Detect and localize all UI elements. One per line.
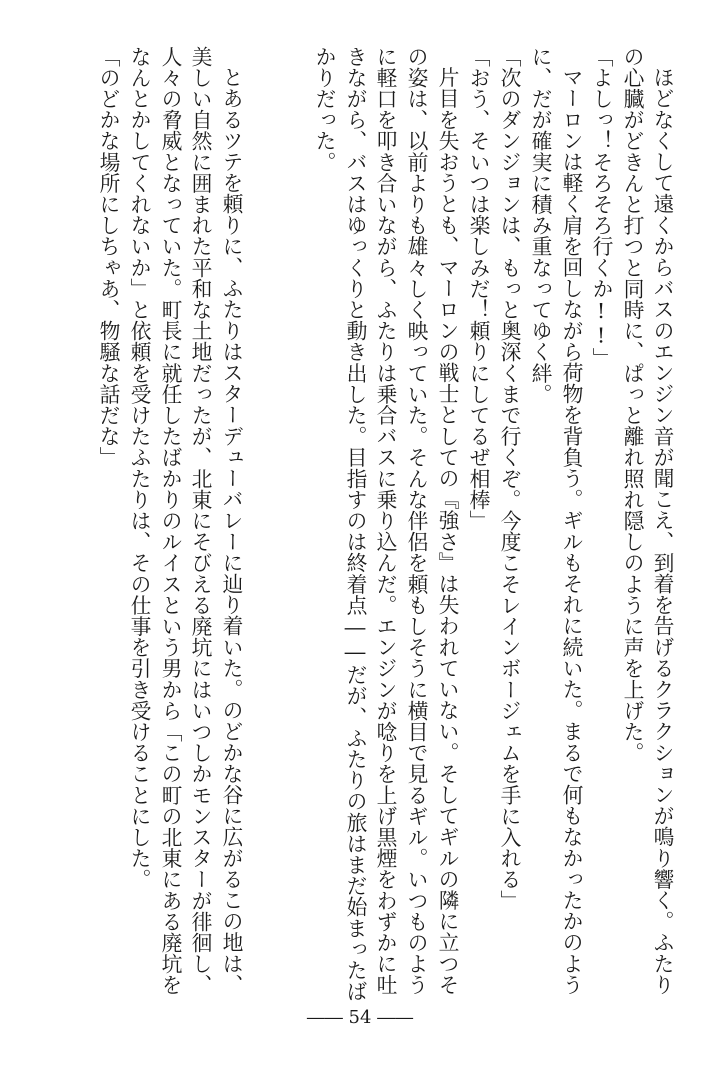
text-column-3: 「よしっ！そろそろ行くか!!」 [589, 46, 613, 369]
text-column-16: 美しい自然に囲まれた平和な土地だったが、北東にそびえる廃坑にはいつしかモンスターが徘徊し、 [188, 46, 212, 996]
text-column-17: 人々の脅威となっていた。町長に就任したばかりのルイスという男から「この町の北東にある廃坑を [158, 46, 182, 996]
page-number: ―― 54 ―― [306, 1007, 414, 1028]
text-column-7: 「おう、そいつは楽しみだ！頼りにしてるぜ相棒」 [466, 46, 490, 532]
text-column-12: かりだった。 [312, 46, 336, 173]
text-column-8: 片目を失おうとも、マーロンの戦士としての『強さ』は失われていない。そしてギルの隣に立つそ [435, 66, 459, 996]
text-column-10: に軽口を叩き合いながら、ふたりは乗合バスに乗り込んだ。エンジンが唸りを上げ黒煙をわずかに吐 [373, 46, 397, 996]
text-column-19: 「のどかな場所にしちゃあ、物騒な話だな」 [96, 46, 120, 468]
text-column-4: マーロンは軽く肩を回しながら荷物を背負う。ギルもそれに続いた。まるで何もなかったかのよう [559, 66, 583, 996]
text-column-1: ほどなくして遠くからバスのエンジン音が聞こえ、到着を告げるクラクションが鳴り響く。ふたり [650, 66, 674, 996]
text-column-2: の心臓がどきんと打つと同時に、ぱっと離れ照れ隠しのように声を上げた。 [620, 46, 644, 764]
text-column-5: に、だが確実に積み重なってゆく絆。 [528, 46, 552, 405]
text-column-11: きながら、バスはゆっくりと動き出した。目指すのは終着点――だが、ふたりの旅はまだ始まったば [343, 46, 367, 1002]
text-column-9: の姿は、以前よりも雄々しく映っていた。そんな伴侶を頼もしそうに横目で見るギル。いつものよう [404, 46, 428, 996]
text-column-18: なんとかしてくれないか」と依頼を受けたふたりは、その仕事を引き受けることにした。 [127, 46, 151, 890]
text-column-6: 「次のダンジョンは、もっと奥深くまで行くぞ。今度こそレインボージェムを手に入れる」 [497, 46, 521, 912]
text-column-15: とあるツテを頼りに、ふたりはスターデューバレーに辿り着いた。のどかな谷に広がるこの地は、 [219, 66, 243, 996]
